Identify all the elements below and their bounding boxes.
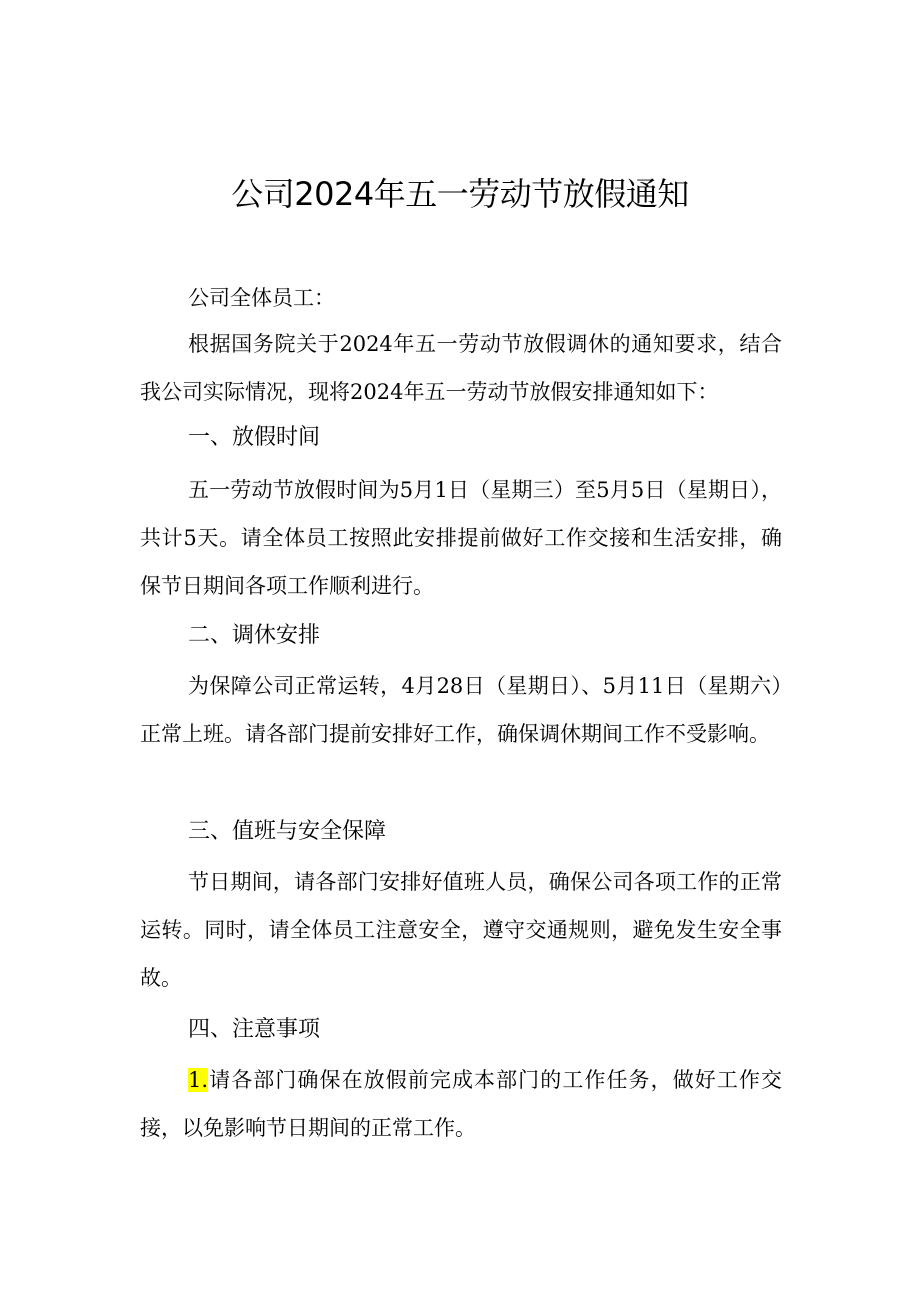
salutation: 公司全体员工： xyxy=(188,286,335,310)
section-text-holiday-time: 五一劳动节放假时间为5月1日（星期三）至5月5日（星期日），共计5天。请全体员工按照此安排提前做好工作交接和生活安排，确保节日期间各项工作顺利进行。 xyxy=(140,478,782,598)
page-title: 公司2024年五一劳动节放假通知 xyxy=(231,175,689,213)
note-item-1 xyxy=(140,1056,782,1152)
note-item-text: 请各部门确保在放假前完成本部门的工作任务，做好工作交接，以免影响节日期间的正常工作。 xyxy=(140,1068,782,1140)
section-heading-holiday-time: 一、放假时间 xyxy=(188,425,321,450)
section-text-workday-adjustment: 为保障公司正常运转，4月28日（星期日）、5月11日（星期六）正常上班。请各部门提前安排好工作，确保调休期间工作不受影响。 xyxy=(140,674,782,746)
note-item-number: 1. xyxy=(188,1068,209,1092)
section-heading-notes: 四、注意事项 xyxy=(188,1017,321,1042)
intro-paragraph: 根据国务院关于2024年五一劳动节放假调休的通知要求，结合我公司实际情况，现将2024年五一劳动节放假安排通知如下： xyxy=(140,332,782,404)
section-heading-workday-adjustment: 二、调休安排 xyxy=(188,623,321,648)
section-heading-duty-safety: 三、值班与安全保障 xyxy=(188,819,387,844)
section-text-duty-safety: 节日期间，请各部门安排好值班人员，确保公司各项工作的正常运转。同时，请全体员工注意安全，遵守交通规则，避免发生安全事故。 xyxy=(140,870,782,990)
